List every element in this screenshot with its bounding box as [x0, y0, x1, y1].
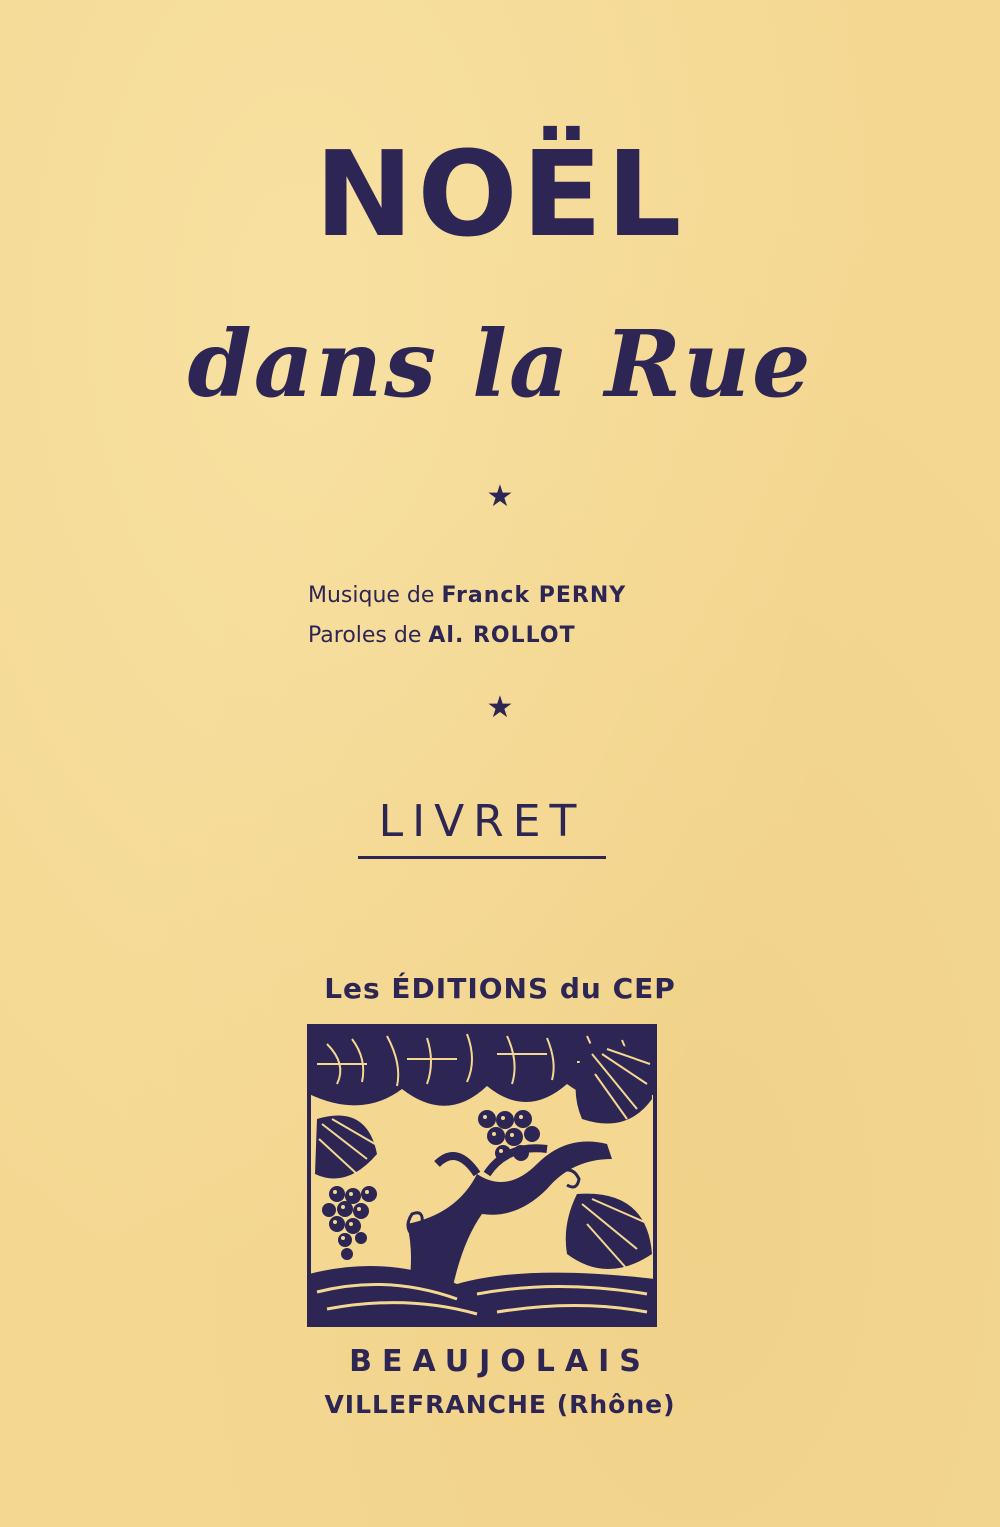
- booklet-label: LIVRET: [378, 796, 586, 847]
- star-ornament-bottom: ★: [486, 690, 514, 725]
- grapevine-woodcut-icon: [307, 1024, 657, 1327]
- subtitle: dans la Rue: [187, 310, 813, 418]
- region-name: BEAUJOLAIS: [349, 1344, 651, 1379]
- composer-name: Franck PERNY: [441, 583, 627, 608]
- title: NOËL: [314, 125, 686, 263]
- lyrics-credit: [308, 625, 576, 647]
- music-credit: [308, 585, 626, 607]
- lyricist-name: Al. ROLLOT: [428, 623, 576, 648]
- music-credit-prefix: Musique de: [308, 583, 442, 608]
- booklet-underline: [358, 856, 606, 859]
- town-name: VILLEFRANCHE (Rhône): [324, 1390, 676, 1419]
- star-ornament-top: ★: [486, 479, 514, 514]
- lyrics-credit-prefix: Paroles de: [308, 623, 429, 648]
- publisher-name: Les ÉDITIONS du CEP: [324, 972, 676, 1005]
